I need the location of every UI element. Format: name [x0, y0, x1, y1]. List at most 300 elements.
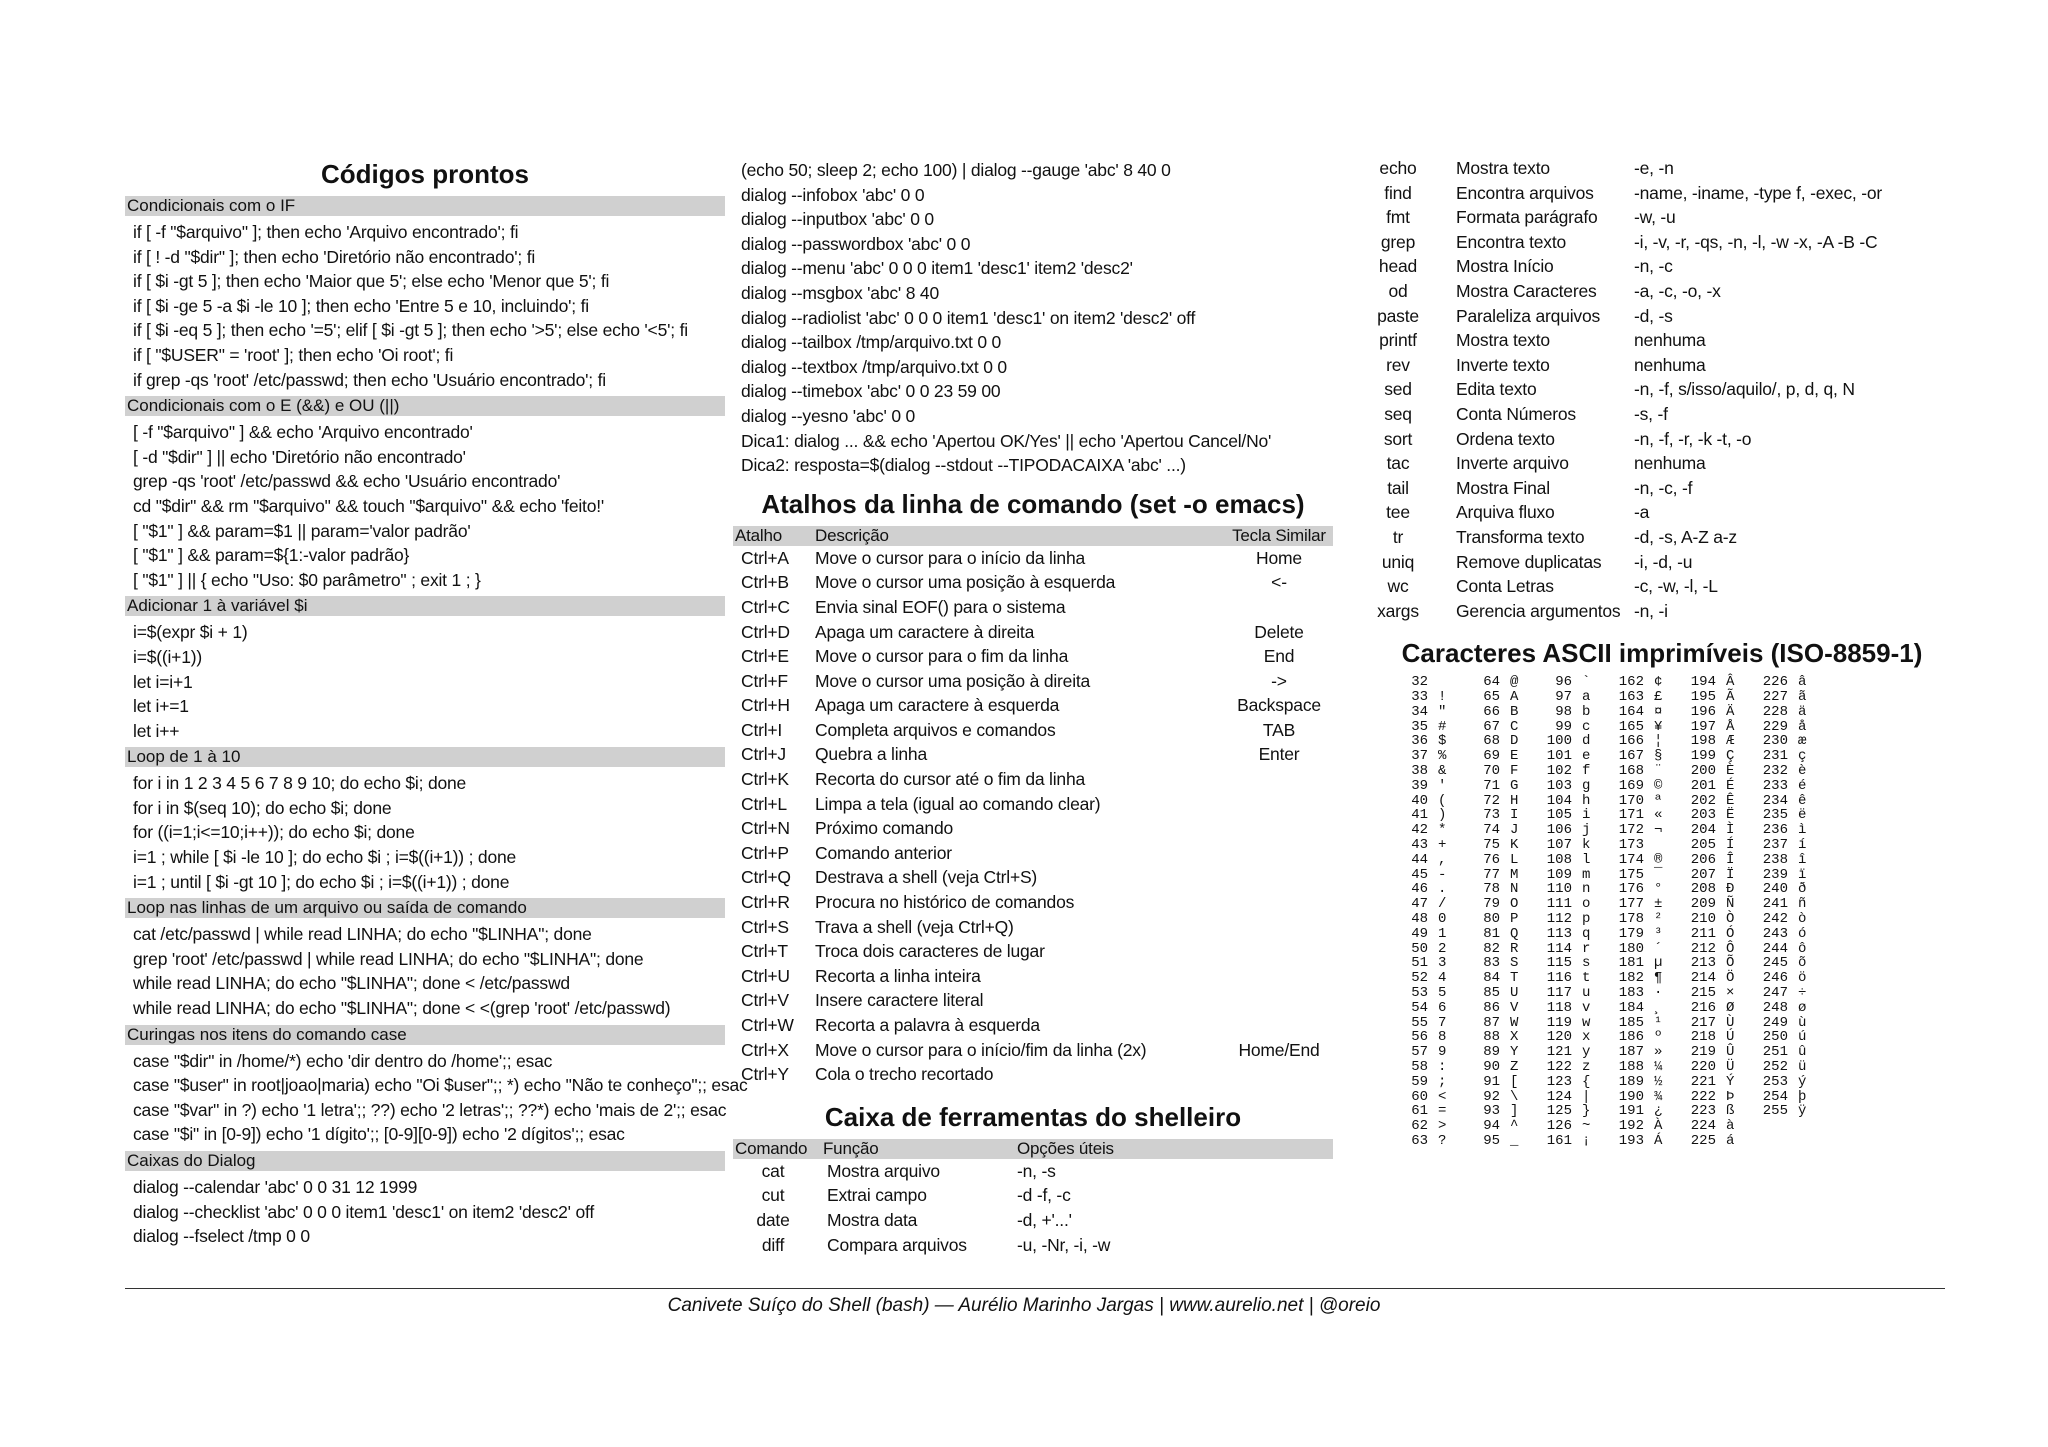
- shortcut-row: [733, 964, 1333, 989]
- ascii-code: 57: [1411, 1044, 1428, 1061]
- tool-command: sed: [1384, 379, 1412, 400]
- ascii-entry: [1536, 956, 1608, 971]
- shortcut-key: Ctrl+T: [741, 941, 788, 962]
- tools-header-row: [733, 1139, 1333, 1159]
- ascii-code: 224: [1690, 1118, 1716, 1135]
- ascii-code: 213: [1690, 955, 1716, 972]
- ascii-code: 239: [1762, 866, 1788, 883]
- tool-function: Inverte arquivo: [1456, 453, 1569, 474]
- ascii-entry: [1608, 764, 1680, 779]
- ascii-entry: [1464, 1060, 1536, 1075]
- ascii-entry: [1464, 1016, 1536, 1031]
- ascii-code: 86: [1483, 999, 1500, 1016]
- ascii-entry: [1680, 912, 1752, 927]
- shortcut-key: Ctrl+F: [741, 670, 788, 691]
- tool-command: sort: [1383, 428, 1413, 449]
- code-line: if [ ! -d "$dir" ]; then echo 'Diretório não encontrado'; fi: [133, 246, 536, 267]
- ascii-code: 53: [1411, 985, 1428, 1002]
- shortcut-similar-key: Home/End: [1238, 1039, 1320, 1060]
- ascii-entry: [1752, 690, 1824, 705]
- tool-row: [1372, 328, 1952, 353]
- tool-command: tr: [1392, 526, 1404, 547]
- ascii-entry: [1752, 675, 1824, 690]
- ascii-char: E: [1510, 748, 1519, 765]
- tool-options: -name, -iname, -type f, -exec, -or: [1634, 182, 1883, 203]
- ascii-char: ª: [1654, 792, 1663, 809]
- ascii-code: 255: [1762, 1103, 1788, 1120]
- ascii-code: 192: [1618, 1118, 1644, 1135]
- ascii-code: 65: [1483, 689, 1500, 706]
- ascii-entry: [1608, 1134, 1680, 1149]
- ascii-code: 170: [1618, 792, 1644, 809]
- ascii-entry: [1392, 1119, 1464, 1134]
- tool-command: cat: [761, 1160, 785, 1181]
- shortcut-row: [733, 890, 1333, 915]
- ascii-char: ': [1438, 777, 1447, 794]
- tool-row: [1372, 205, 1952, 230]
- ascii-entry: [1752, 1045, 1824, 1060]
- tool-options: -a, -c, -o, -x: [1634, 280, 1721, 301]
- ascii-entry: [1608, 1016, 1680, 1031]
- tool-row: [733, 1208, 1333, 1233]
- section-title-codigos-prontos: Códigos prontos: [321, 159, 529, 189]
- ascii-char: u: [1582, 985, 1591, 1002]
- shortcut-key: Ctrl+A: [741, 547, 789, 568]
- tool-options: -n, -f, -r, -k -t, -o: [1634, 428, 1752, 449]
- code-line: dialog --calendar 'abc' 0 0 31 12 1999: [133, 1177, 418, 1197]
- ascii-char: §: [1654, 748, 1663, 765]
- ascii-code: 54: [1411, 999, 1428, 1016]
- tool-row: [1372, 525, 1952, 550]
- ascii-entry: [1752, 808, 1824, 823]
- code-line: [ "$1" ] && param=$1 || param='valor padrão': [133, 520, 471, 541]
- ascii-entry: [1392, 1134, 1464, 1149]
- ascii-code: 120: [1546, 1029, 1572, 1046]
- ascii-char: Q: [1510, 925, 1519, 942]
- ascii-entry: [1680, 794, 1752, 809]
- ascii-code: 82: [1483, 940, 1500, 957]
- ascii-code: 179: [1618, 925, 1644, 942]
- tool-function: Mostra Final: [1456, 477, 1550, 498]
- shortcut-row: [733, 767, 1333, 792]
- ascii-code: 68: [1483, 733, 1500, 750]
- ascii-char: £: [1654, 689, 1663, 706]
- ascii-entry: [1392, 882, 1464, 897]
- ascii-char: Í: [1726, 837, 1735, 854]
- code-line: cd "$dir" && rm "$arquivo" && touch "$arquivo" && echo 'feito!': [133, 495, 605, 516]
- ascii-char: G: [1510, 777, 1519, 794]
- ascii-entry: [1680, 882, 1752, 897]
- ascii-char: ¨: [1654, 763, 1663, 780]
- shortcut-row: [733, 570, 1333, 595]
- ascii-entry: [1608, 897, 1680, 912]
- ascii-code: 236: [1762, 822, 1788, 839]
- ascii-char: ¾: [1654, 1088, 1663, 1105]
- tools-table-continued: [1372, 156, 1952, 623]
- header-descricao: Descrição: [815, 526, 1225, 546]
- ascii-char: W: [1510, 1014, 1519, 1031]
- ascii-entry: [1680, 705, 1752, 720]
- ascii-code: 189: [1618, 1073, 1644, 1090]
- ascii-entry: [1752, 794, 1824, 809]
- ascii-entry: [1608, 912, 1680, 927]
- ascii-entry: [1608, 1001, 1680, 1016]
- ascii-entry: [1608, 882, 1680, 897]
- tool-row: [733, 1183, 1333, 1208]
- tool-function: Edita texto: [1456, 379, 1537, 400]
- footer-divider: [125, 1288, 1945, 1289]
- ascii-char: !: [1438, 689, 1447, 706]
- ascii-code: 108: [1546, 851, 1572, 868]
- ascii-entry: [1536, 764, 1608, 779]
- ascii-char: ?: [1438, 1132, 1447, 1149]
- tool-function: Mostra Caracteres: [1456, 280, 1597, 301]
- ascii-entry: [1536, 1001, 1608, 1016]
- code-line: if [ $i -ge 5 -a $i -le 10 ]; then echo 'Entre 5 e 10, incluindo'; fi: [133, 295, 589, 316]
- tool-command: tee: [1386, 502, 1410, 523]
- section-header: Adicionar 1 à variável $i: [125, 596, 725, 616]
- ascii-char: Ò: [1726, 911, 1735, 928]
- ascii-entry: [1392, 808, 1464, 823]
- shortcut-row: [733, 546, 1333, 571]
- ascii-entry: [1536, 823, 1608, 838]
- tool-function: Compara arquivos: [827, 1234, 967, 1255]
- ascii-entry: [1752, 705, 1824, 720]
- dialog-lines: [733, 158, 1333, 478]
- ascii-char: V: [1510, 999, 1519, 1016]
- ascii-char: U: [1510, 985, 1519, 1002]
- ascii-entry: [1392, 897, 1464, 912]
- ascii-entry: [1752, 1016, 1824, 1031]
- ascii-char: Ó: [1726, 925, 1735, 942]
- ascii-code: 197: [1690, 718, 1716, 735]
- ascii-code: 165: [1618, 718, 1644, 735]
- tool-row: [733, 1159, 1333, 1184]
- ascii-code: 229: [1762, 718, 1788, 735]
- ascii-entry: [1392, 986, 1464, 1001]
- ascii-code: 121: [1546, 1044, 1572, 1061]
- ascii-char: c: [1582, 718, 1591, 735]
- ascii-code: 106: [1546, 822, 1572, 839]
- ascii-code: 39: [1411, 777, 1428, 794]
- section-header: Caixas do Dialog: [125, 1151, 725, 1171]
- tool-options: -i, -d, -u: [1634, 551, 1693, 572]
- ascii-code: 173: [1618, 837, 1644, 854]
- ascii-entry: [1464, 1075, 1536, 1090]
- header-atalho: Atalho: [733, 526, 815, 546]
- tool-row: [1372, 599, 1952, 624]
- shortcut-description: Insere caractere literal: [815, 990, 984, 1011]
- ascii-code: 167: [1618, 748, 1644, 765]
- ascii-code: 250: [1762, 1029, 1788, 1046]
- tool-function: Remove duplicatas: [1456, 551, 1602, 572]
- tool-options: -d, -s: [1634, 305, 1673, 326]
- ascii-entry: [1464, 986, 1536, 1001]
- ascii-code: 188: [1618, 1059, 1644, 1075]
- ascii-entry: [1608, 720, 1680, 735]
- header-funcao: Função: [813, 1139, 1017, 1159]
- ascii-char: ë: [1798, 807, 1807, 824]
- ascii-char: º: [1654, 1029, 1663, 1046]
- code-line: let i=i+1: [133, 671, 193, 692]
- ascii-entry: [1536, 1119, 1608, 1134]
- shortcut-description: Move o cursor uma posição à direita: [815, 670, 1091, 691]
- ascii-char: á: [1726, 1132, 1735, 1149]
- ascii-code: 181: [1618, 955, 1644, 972]
- ascii-char: D: [1510, 733, 1519, 750]
- ascii-char: T: [1510, 970, 1519, 987]
- tool-function: Extrai campo: [827, 1185, 927, 1206]
- ascii-code: 47: [1411, 896, 1428, 913]
- ascii-code: 38: [1411, 763, 1428, 780]
- tool-options: -c, -w, -l, -L: [1634, 576, 1718, 597]
- ascii-entry: [1752, 868, 1824, 883]
- ascii-entry: [1608, 1060, 1680, 1075]
- ascii-char: ñ: [1798, 896, 1807, 913]
- ascii-code: 233: [1762, 777, 1788, 794]
- ascii-char: Æ: [1726, 733, 1735, 750]
- code-line: dialog --timebox 'abc' 0 0 23 59 00: [741, 381, 1001, 402]
- code-line: dialog --textbox /tmp/arquivo.txt 0 0: [741, 356, 1007, 377]
- ascii-char: 4: [1438, 970, 1447, 987]
- ascii-char: Ù: [1726, 1014, 1735, 1031]
- shortcut-description: Recorta do cursor até o fim da linha: [815, 769, 1086, 790]
- shortcut-description: Troca dois caracteres de lugar: [815, 941, 1045, 962]
- ascii-code: 60: [1411, 1088, 1428, 1105]
- ascii-code: 35: [1411, 718, 1428, 735]
- shortcut-key: Ctrl+K: [741, 769, 789, 790]
- tool-row: [1372, 427, 1952, 452]
- code-line: dialog --infobox 'abc' 0 0: [741, 184, 925, 205]
- tool-command: grep: [1380, 231, 1416, 252]
- tool-function: Mostra texto: [1456, 158, 1550, 178]
- ascii-char: ß: [1726, 1103, 1735, 1120]
- ascii-char: ½: [1654, 1073, 1663, 1090]
- code-line: grep -qs 'root' /etc/passwd && echo 'Usuário encontrado': [133, 471, 561, 492]
- ascii-code: 118: [1546, 999, 1572, 1016]
- ascii-char: K: [1510, 837, 1519, 854]
- ascii-char: ÿ: [1798, 1103, 1807, 1120]
- tool-function: Encontra arquivos: [1456, 182, 1594, 203]
- ascii-entry: [1392, 764, 1464, 779]
- shortcut-key: Ctrl+E: [741, 646, 789, 667]
- ascii-char: Â: [1726, 674, 1735, 691]
- ascii-entry: [1464, 942, 1536, 957]
- tool-command: tail: [1387, 477, 1409, 498]
- ascii-char: Ê: [1726, 792, 1735, 809]
- shortcut-similar-key: End: [1263, 646, 1295, 667]
- ascii-code: 89: [1483, 1044, 1500, 1061]
- ascii-code: 205: [1690, 837, 1716, 854]
- ascii-char: s: [1582, 955, 1591, 972]
- ascii-code: 34: [1411, 703, 1428, 720]
- ascii-entry: [1392, 705, 1464, 720]
- ascii-entry: [1536, 675, 1608, 690]
- ascii-entry: [1536, 794, 1608, 809]
- shortcut-key: Ctrl+I: [741, 719, 783, 740]
- ascii-entry: [1392, 1030, 1464, 1045]
- ascii-char: b: [1582, 703, 1591, 720]
- ascii-entry: [1752, 764, 1824, 779]
- shortcut-description: Quebra a linha: [815, 744, 928, 765]
- shortcut-key: Ctrl+H: [741, 695, 790, 716]
- ascii-entry: [1608, 853, 1680, 868]
- ascii-code: 184: [1618, 999, 1644, 1016]
- ascii-entry: [1608, 779, 1680, 794]
- ascii-column: [1392, 675, 1464, 1149]
- ascii-char: =: [1438, 1103, 1447, 1120]
- code-line: [ "$1" ] || { echo "Uso: $0 parâmetro" ; exit 1 ; }: [133, 569, 481, 590]
- ascii-entry: [1536, 942, 1608, 957]
- ascii-code: 83: [1483, 955, 1500, 972]
- shortcut-similar-key: Backspace: [1237, 695, 1321, 716]
- shortcut-similar-key: [1225, 595, 1333, 620]
- ascii-char: Ã: [1726, 689, 1735, 706]
- ascii-code: 116: [1546, 970, 1572, 987]
- code-lines: [125, 922, 725, 1020]
- shortcut-description: Completa arquivos e comandos: [815, 719, 1056, 740]
- tool-function: Paraleliza arquivos: [1456, 305, 1601, 326]
- ascii-code: 75: [1483, 837, 1500, 854]
- ascii-code: 221: [1690, 1073, 1716, 1090]
- shortcut-similar-key: [1225, 1013, 1333, 1038]
- ascii-char: ê: [1798, 792, 1807, 809]
- shortcut-description: Envia sinal EOF() para o sistema: [815, 596, 1066, 617]
- ascii-entry: [1536, 1060, 1608, 1075]
- tool-options: -s, -f: [1634, 403, 1668, 424]
- ascii-char: #: [1438, 718, 1447, 735]
- ascii-entry: [1464, 1090, 1536, 1105]
- column-dialog-atalhos: [733, 158, 1333, 1257]
- code-line: if [ "$USER" = 'root' ]; then echo 'Oi root'; fi: [133, 344, 454, 365]
- ascii-char: q: [1582, 925, 1591, 942]
- ascii-char: S: [1510, 955, 1519, 972]
- ascii-char: ¯: [1654, 866, 1663, 883]
- tool-command: tac: [1386, 453, 1410, 474]
- code-line: dialog --yesno 'abc' 0 0: [741, 405, 916, 426]
- ascii-entry: [1536, 705, 1608, 720]
- ascii-char: ¬: [1654, 822, 1663, 839]
- ascii-char: ¥: [1654, 718, 1663, 735]
- tool-function: Arquiva fluxo: [1456, 502, 1555, 523]
- code-line: for ((i=1;i<=10;i++)); do echo $i; done: [133, 822, 415, 843]
- shortcut-key: Ctrl+U: [741, 965, 790, 986]
- ascii-code: 168: [1618, 763, 1644, 780]
- tool-options: -n, -c: [1634, 256, 1673, 277]
- shortcut-similar-key: <-: [1271, 572, 1287, 593]
- tool-row: [1372, 254, 1952, 279]
- ascii-entry: [1680, 734, 1752, 749]
- ascii-char: þ: [1798, 1088, 1807, 1105]
- ascii-code: 215: [1690, 985, 1716, 1002]
- ascii-entry: [1392, 853, 1464, 868]
- ascii-char: æ: [1798, 733, 1807, 750]
- ascii-entry: [1752, 838, 1824, 853]
- ascii-entry: [1752, 971, 1824, 986]
- ascii-char: Ü: [1726, 1059, 1735, 1075]
- ascii-entry: [1680, 1134, 1752, 1149]
- ascii-char: ã: [1798, 689, 1807, 706]
- ascii-code: 204: [1690, 822, 1716, 839]
- ascii-char: ð: [1798, 881, 1807, 898]
- ascii-code: 163: [1618, 689, 1644, 706]
- ascii-char: v: [1582, 999, 1591, 1016]
- ascii-code: 110: [1546, 881, 1572, 898]
- ascii-code: 228: [1762, 703, 1788, 720]
- ascii-code: 123: [1546, 1073, 1572, 1090]
- shortcut-key: Ctrl+C: [741, 596, 790, 617]
- tool-row: [1372, 304, 1952, 329]
- ascii-code: 218: [1690, 1029, 1716, 1046]
- tool-command: echo: [1379, 158, 1417, 178]
- ascii-code: 176: [1618, 881, 1644, 898]
- ascii-char: 5: [1438, 985, 1447, 1002]
- tool-function: Mostra arquivo: [827, 1160, 940, 1181]
- ascii-char: f: [1582, 763, 1591, 780]
- ascii-char: Ë: [1726, 807, 1735, 824]
- ascii-column: [1536, 675, 1608, 1149]
- ascii-code: 92: [1483, 1088, 1500, 1105]
- ascii-char: j: [1582, 822, 1591, 839]
- shortcut-description: Cola o trecho recortado: [815, 1064, 994, 1085]
- ascii-code: 45: [1411, 866, 1428, 883]
- code-lines: [125, 1175, 725, 1249]
- tool-command: wc: [1387, 576, 1409, 597]
- tool-command: head: [1378, 256, 1418, 277]
- ascii-code: 125: [1546, 1103, 1572, 1120]
- ascii-char: L: [1510, 851, 1519, 868]
- tool-row: [1372, 574, 1952, 599]
- shortcut-key: Ctrl+D: [741, 621, 790, 642]
- shortcut-similar-key: [1225, 792, 1333, 817]
- ascii-code: 195: [1690, 689, 1716, 706]
- ascii-entry: [1464, 690, 1536, 705]
- ascii-code: 203: [1690, 807, 1716, 824]
- ascii-char: ¹: [1654, 1014, 1663, 1031]
- ascii-char: ®: [1654, 851, 1663, 868]
- tool-row: [1372, 402, 1952, 427]
- ascii-entry: [1680, 1001, 1752, 1016]
- ascii-code: 112: [1546, 911, 1572, 928]
- shortcut-row: [733, 1038, 1333, 1063]
- ascii-entry: [1752, 1104, 1824, 1119]
- ascii-entry: [1680, 749, 1752, 764]
- ascii-entry: [1464, 764, 1536, 779]
- ascii-entry: [1464, 971, 1536, 986]
- ascii-entry: [1536, 1075, 1608, 1090]
- ascii-code: 52: [1411, 970, 1428, 987]
- column-ferramentas-ascii: [1372, 158, 1952, 1149]
- shortcut-row: [733, 1013, 1333, 1038]
- ascii-code: 161: [1546, 1132, 1572, 1149]
- ascii-entry: [1536, 1030, 1608, 1045]
- ascii-entry: [1392, 1045, 1464, 1060]
- section-title-caixa-ferramentas: Caixa de ferramentas do shelleiro: [824, 1101, 1242, 1132]
- tool-options: -w, -u: [1634, 207, 1676, 228]
- ascii-entry: [1608, 1030, 1680, 1045]
- ascii-code: 56: [1411, 1029, 1428, 1046]
- ascii-entry: [1752, 779, 1824, 794]
- tool-options: -n, -f, s/isso/aquilo/, p, d, q, N: [1634, 379, 1855, 400]
- ascii-char: ": [1438, 703, 1447, 720]
- ascii-char: n: [1582, 881, 1591, 898]
- tool-command: paste: [1377, 305, 1419, 326]
- ascii-code: 84: [1483, 970, 1500, 987]
- ascii-char: µ: [1654, 955, 1663, 972]
- ascii-code: 104: [1546, 792, 1572, 809]
- ascii-entry: [1608, 956, 1680, 971]
- shortcut-similar-key: [1225, 988, 1333, 1013]
